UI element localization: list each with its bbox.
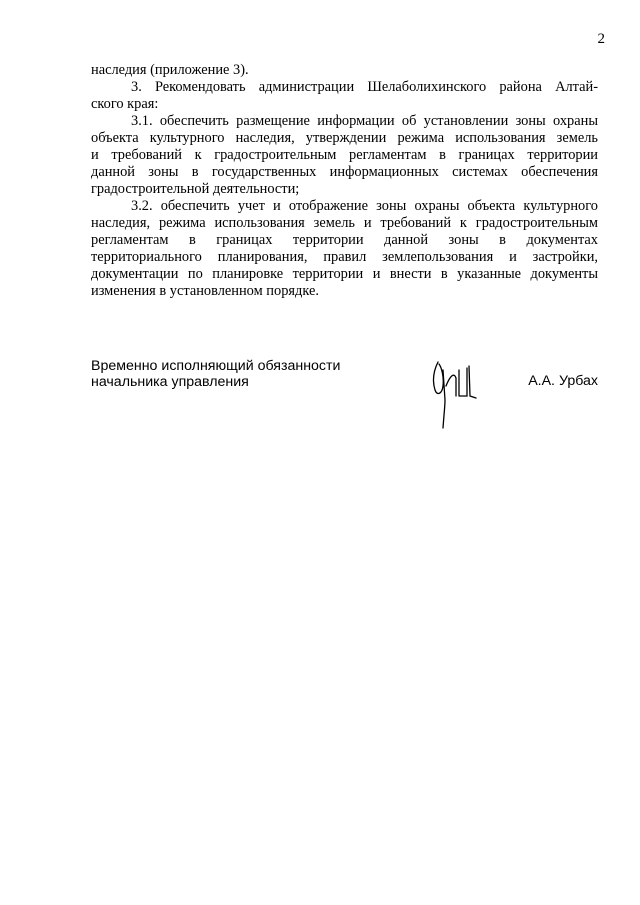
body-line-11: регламентам в границах территории данной зоны в документах (91, 232, 598, 248)
body-line-8: градостроительной деятельности; (91, 181, 300, 197)
body-line-12: территориального планирования, правил землепользования и застройки, (91, 249, 598, 265)
body-line-3: ского края: (91, 96, 159, 112)
body-line-10: наследия, режима использования земель и требований к градостроительным (91, 215, 598, 231)
body-line-5: объекта культурного наследия, утверждении режима использования земель (91, 130, 598, 146)
body-line-9: 3.2. обеспечить учет и отображение зоны охраны объекта культурного (131, 198, 598, 214)
body-line-1: наследия (приложение 3). (91, 62, 249, 78)
signatory-name: А.А. Урбах (528, 373, 598, 389)
document-body (91, 62, 598, 300)
body-line-14: изменения в установленном порядке. (91, 283, 319, 299)
signatory-title-line-2: начальника управления (91, 374, 249, 390)
body-line-2: 3. Рекомендовать администрации Шелаболихинского района Алтай- (131, 79, 598, 95)
body-line-7: данной зоны в государственных информационных системах обеспечения (91, 164, 598, 180)
signature-block (91, 358, 598, 438)
body-line-6: и требований к градостроительным регламентам в границах территории (91, 147, 598, 163)
signatory-title (91, 358, 340, 390)
body-line-13: документации по планировке территории и внести в указанные документы (91, 266, 598, 282)
handwritten-signature-icon (426, 356, 486, 430)
signatory-title-line-1: Временно исполняющий обязанности (91, 358, 341, 374)
body-line-4: 3.1. обеспечить размещение информации об установлении зоны охраны (131, 113, 598, 129)
page-number: 2 (597, 31, 605, 47)
